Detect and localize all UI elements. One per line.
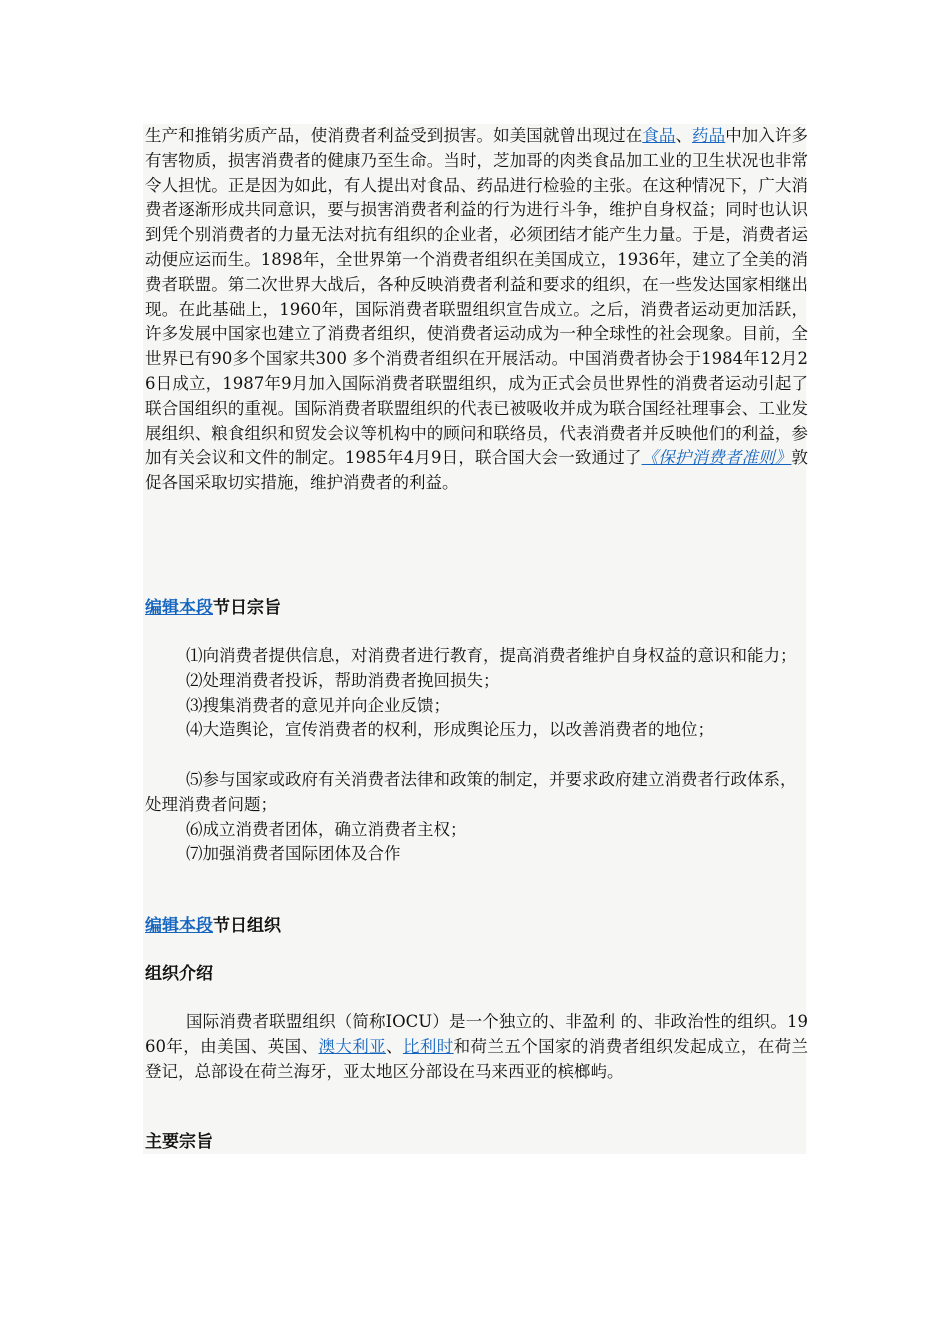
org-text-2: 、 xyxy=(386,1036,403,1056)
section-heading-purpose xyxy=(145,596,281,620)
link-food[interactable]: 食品 xyxy=(642,126,676,145)
edit-section-link-organization[interactable]: 编辑本段 xyxy=(145,916,213,936)
link-consumer-guideline[interactable]: 《保护消费者准则》 xyxy=(641,448,792,468)
intro-paragraph xyxy=(145,124,808,496)
org-intro-paragraph xyxy=(145,1010,808,1084)
subheading-org-intro: 组织介绍 xyxy=(145,964,213,984)
org-text-1: 国际消费者联盟组织（简称IOCU）是一个独立的、非盈利 的、非政治性的组织。1960年，由美国、英国、 xyxy=(145,1012,808,1056)
intro-text-2: 、 xyxy=(675,126,693,145)
purpose-list xyxy=(145,644,808,867)
intro-text-3: 中加入许多有害物质，损害消费者的健康乃至生命。当时，芝加哥的肉类食品加工业的卫生状况也非常令人担忧。正是因为如此，有人提出对食品、药品进行检验的主张。在这种情况下，广大消费者逐渐形成共同意识，要与损害消费者利益的行为进行斗争，维护自身权益；同时也认识到凭个别消费者的力量无法对抗有组织的企业者，必须团结才能产生力量。于是，消费者运动便应运而生。1898年，全世界第一个消费者组织在美国成立，1936年，建立了全美的消费者联盟。第二次世界大战后，各种反映消费者利益和要求的组织，在一些发达国家相继出现。在此基础上，1960年，国际消费者联盟组织宣告成立。之后，消费者运动更加活跃，许多发展中国家也建立了消费者组织，使消费者运动成为一种全球性的社会现象。目前，全世界已有90多个国家共300 多个消费者组织在开展活动。中国消费者协会于1984年12月26日成立，1987年9月加入国际消费者联盟组织，成为正式会员世界性的消费者运动引起了联合国组织的重视。国际消费者联盟组织的代表已被吸收并成为联合国经社理事会、工业发展组织、粮食组织和贸发会议等机构中的顾问和联络员，代表消费者并反映他们的利益，参加有关会议和文件的制定。1985年4月9日，联合国大会一致通过了 xyxy=(145,126,809,468)
document-page xyxy=(143,124,809,1154)
purpose-item-4: ⑷大造舆论，宣传消费者的权利，形成舆论压力，以改善消费者的地位； xyxy=(186,720,714,740)
intro-text-4: 敦促各国采取切实措施，维护消费者的利益。 xyxy=(145,448,808,493)
purpose-item-6: ⑹成立消费者团体，确立消费者主权； xyxy=(186,819,467,839)
purpose-item-7: ⑺加强消费者国际团体及合作 xyxy=(186,844,401,864)
link-australia[interactable]: 澳大利亚 xyxy=(318,1036,387,1056)
purpose-item-1: ⑴向消费者提供信息，对消费者进行教育，提高消费者维护自身权益的意识和能力； xyxy=(186,646,797,665)
section-title-organization: 节日组织 xyxy=(213,916,281,936)
edit-section-link-purpose[interactable]: 编辑本段 xyxy=(145,598,213,618)
link-drug[interactable]: 药品 xyxy=(692,126,726,145)
purpose-item-2: ⑵处理消费者投诉，帮助消费者挽回损失； xyxy=(186,670,500,690)
purpose-item-5: ⑸参与国家或政府有关消费者法律和政策的制定，并要求政府建立消费者行政体系，处理消费者问题； xyxy=(145,769,797,814)
section-title-purpose: 节日宗旨 xyxy=(213,598,281,618)
purpose-item-3: ⑶搜集消费者的意见并向企业反馈； xyxy=(186,695,450,715)
section-heading-organization xyxy=(145,914,281,938)
subheading-main-purpose: 主要宗旨 xyxy=(145,1132,213,1152)
org-text-3: 和荷兰五个国家的消费者组织发起成立，在荷兰登记，总部设在荷兰海牙，亚太地区分部设在马来西亚的槟榔屿。 xyxy=(145,1036,809,1081)
intro-text-1: 生产和推销劣质产品，使消费者利益受到损害。如美国就曾出现过在 xyxy=(145,126,643,145)
link-belgium[interactable]: 比利时 xyxy=(402,1036,454,1056)
